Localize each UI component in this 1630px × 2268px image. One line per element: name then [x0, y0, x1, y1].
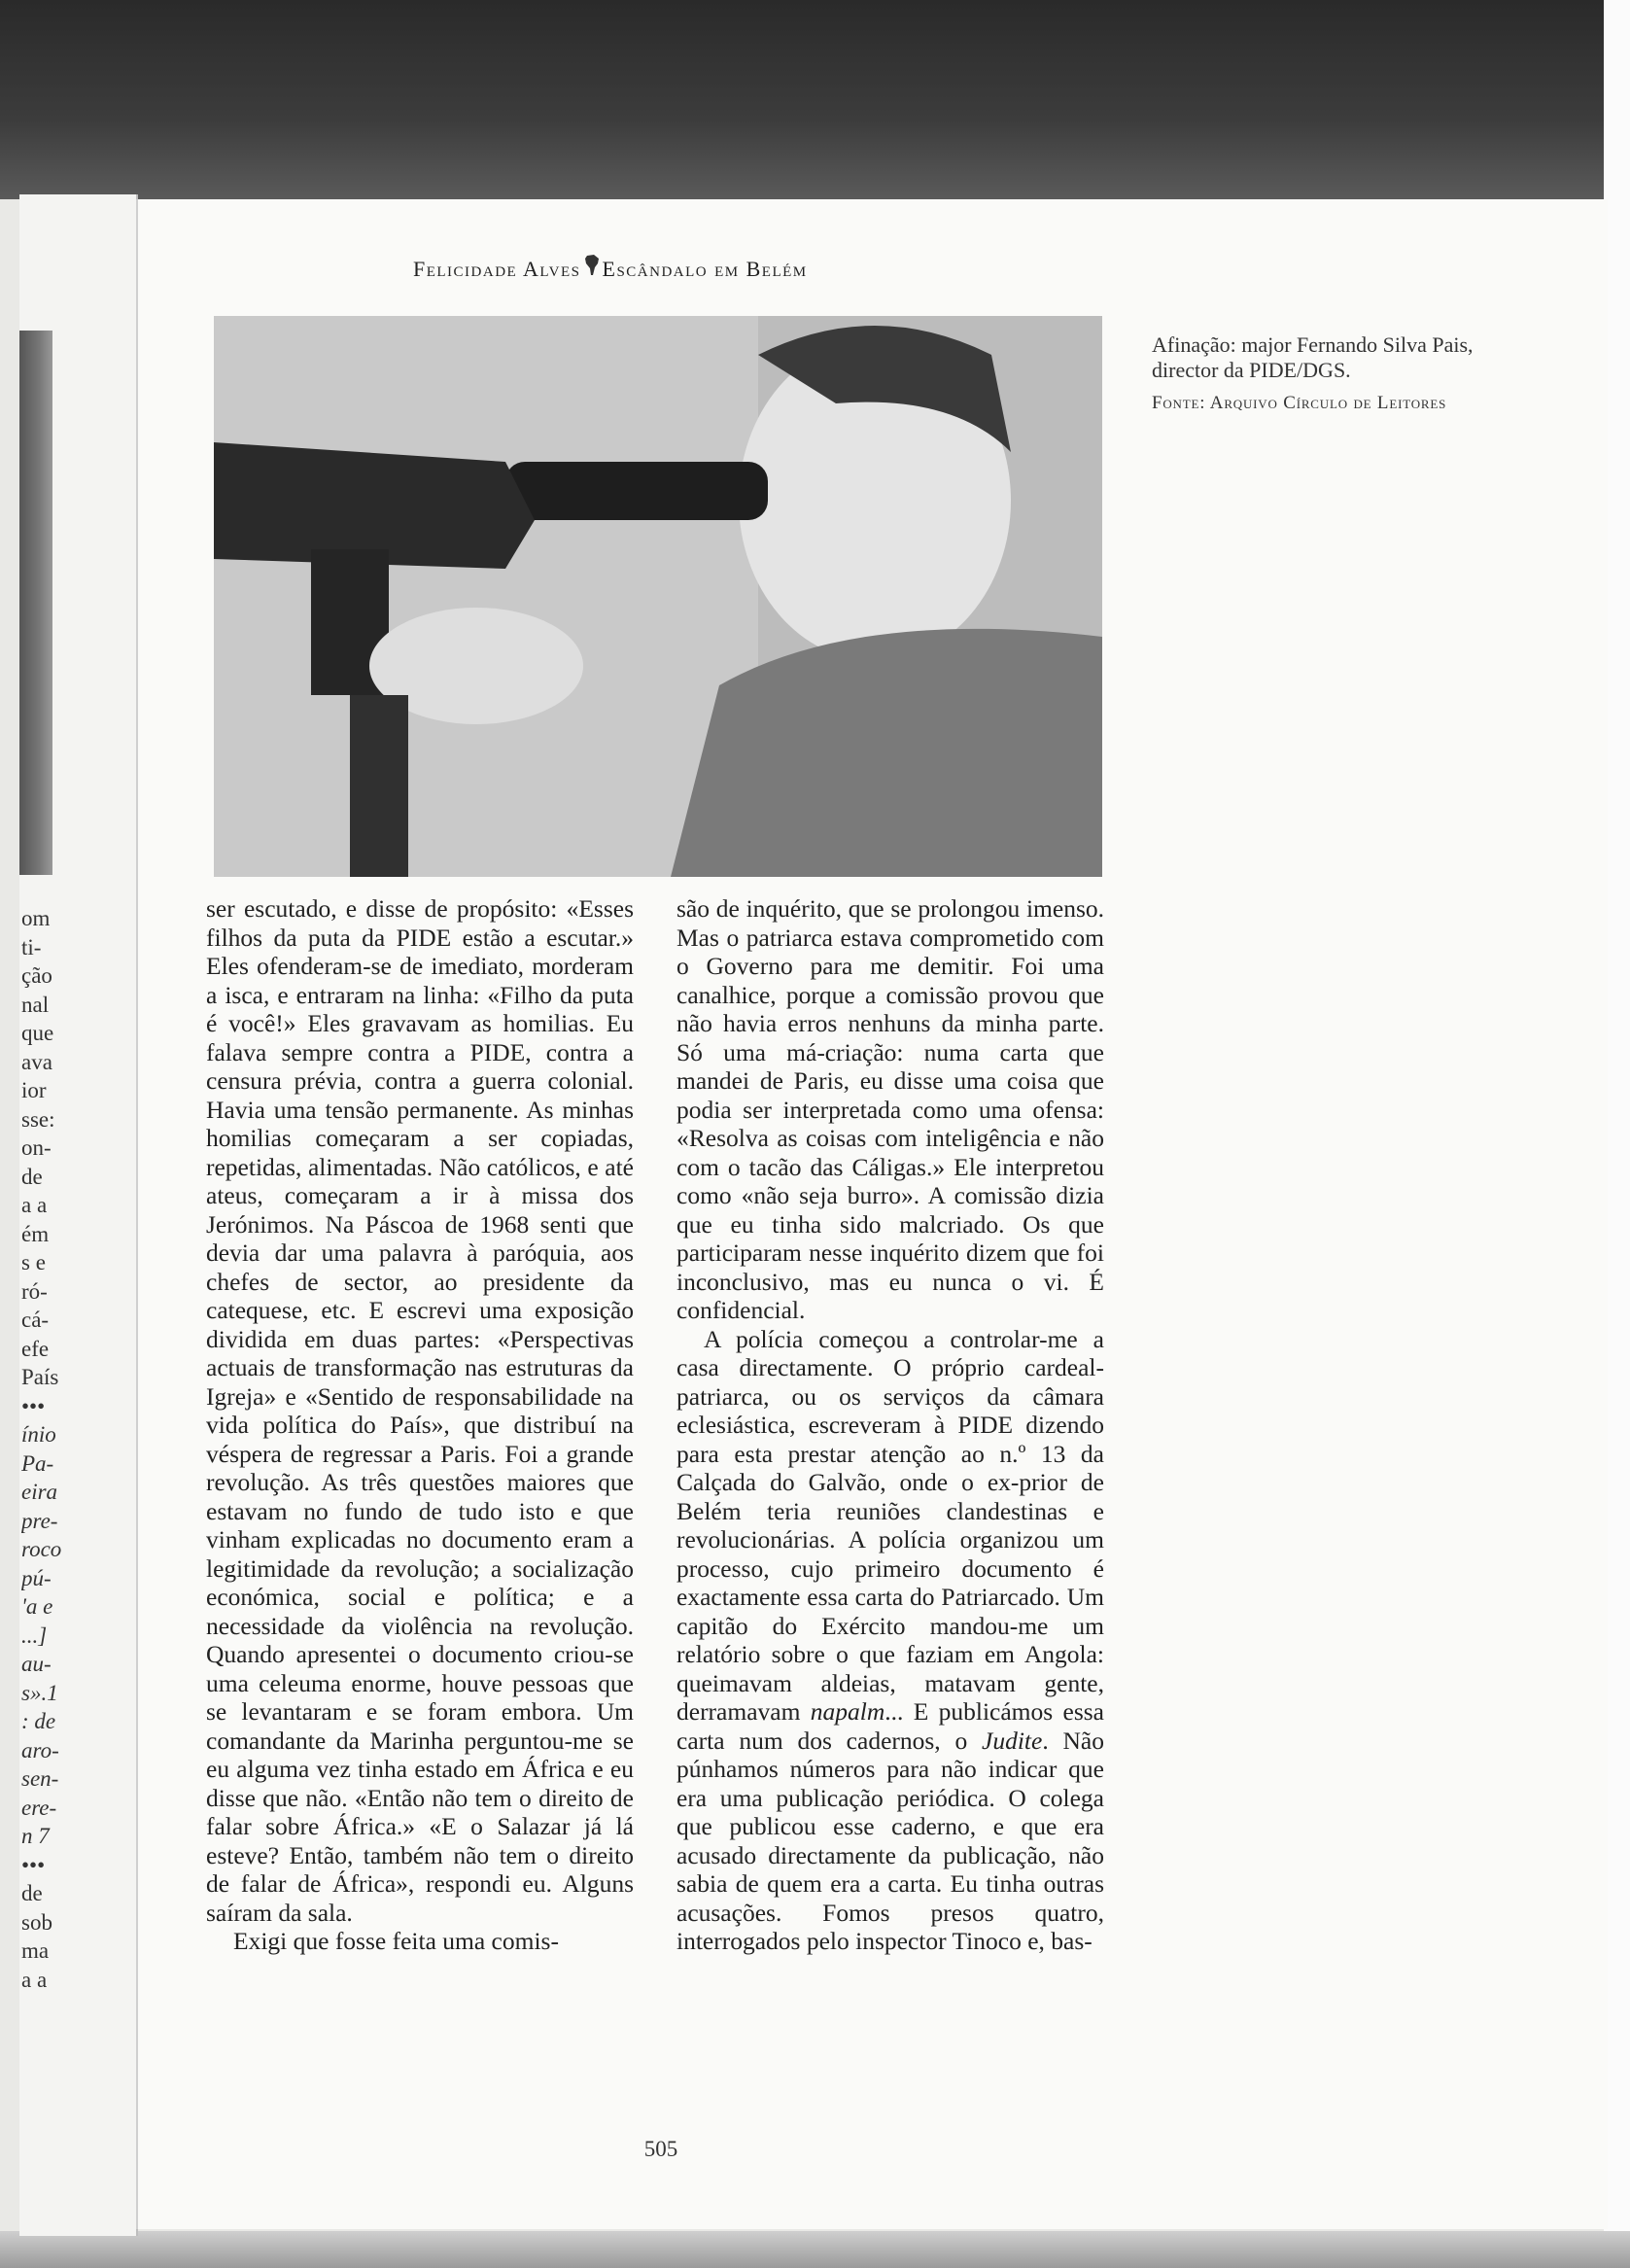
scan-shadow-top: [0, 0, 1630, 199]
previous-page-line: ínio: [21, 1422, 56, 1447]
previous-page-line: ior: [21, 1078, 47, 1102]
caption-text: Afinação: major Fernando Silva Pais, director da PIDE/DGS.: [1152, 332, 1474, 382]
previous-page-line: aro-: [21, 1737, 59, 1762]
previous-page-line: ava: [21, 1049, 52, 1074]
previous-page-line: ró-: [21, 1278, 48, 1304]
previous-page-line: Pa-: [21, 1450, 54, 1476]
previous-page-line: n 7: [21, 1824, 50, 1848]
previous-page-line: ém: [21, 1221, 50, 1246]
previous-page-line: sob: [21, 1909, 52, 1935]
previous-page-line: pre-: [21, 1508, 58, 1533]
previous-page-line: de: [21, 1164, 43, 1189]
text-run: . Não púnhamos números para não indicar que era uma publicação periódica. O colega que publicou esse caderno, e que era acusado directamente da publicação, não sabia de quem era a carta. Eu tinha outras acusações. Fomos presos quatro, interrogados pelo inspector Tinoco e, bas-: [676, 1726, 1104, 1955]
previous-page-line: que: [21, 1021, 54, 1045]
running-head: [413, 255, 919, 282]
photo-caption: [1152, 332, 1521, 416]
photo-man-aiming-rifle: [214, 316, 1102, 877]
previous-page-line: de: [21, 1881, 43, 1905]
previous-page-line: ção: [21, 963, 52, 988]
text-column-left: [206, 894, 634, 1956]
previous-page-photo-edge: [19, 331, 52, 875]
paragraph: ser escutado, e disse de propósito: «Esses filhos da puta da PIDE estão a escutar.» Eles ofenderam-se de imediato, morderam a isca, e entraram na linha: «Filho da puta é você!» Eles gravavam as homilias. Eu falava sempre contra a PIDE, contra a censura prévia, contra a guerra colonial. Havia uma tensão permanente. As minhas homilias começaram a ser copiadas, repetidas, alimentadas. Não católicos, e até ateus, começaram a ir à missa dos Jerónimos. Na Páscoa de 1968 senti que devia dar uma palavra à paróquia, aos chefes de sector, ao presidente da catequese, etc. E escrevi uma exposição dividida em duas partes: «Perspectivas actuais de transformação nas estruturas da Igreja» e «Sentido de responsabilidade na vida política do País», que distribuí na véspera de regressar a Paris. Foi a grande revolução. As três questões maiores que estavam no fundo de tudo isto e que vinham explicadas no documento eram a legitimidade da revolução; a socialização económica, social e política; e a necessidade da violência na revolução. Quando apresentei o documento criou-se uma celeuma enorme, houve pessoas que se levantaram e se foram embora. Um comandante da Marinha perguntou-me se eu alguma vez tinha estado em África e eu disse que não. «Então não tem o direito de falar sobre África.» «E o Salazar já lá esteve? Então, também não tem o direito de falar de África», respondi eu. Alguns saíram da sala.: [206, 894, 634, 1927]
previous-page-line: roco: [21, 1537, 62, 1561]
previous-page-line: pú-: [21, 1565, 52, 1590]
previous-page-line: ma: [21, 1938, 50, 1963]
previous-page-line: sen-: [21, 1766, 59, 1791]
paragraph: [676, 1325, 1104, 1956]
previous-page-line: s».1: [21, 1680, 58, 1705]
previous-page-line: a a: [21, 1967, 48, 1992]
running-head-author: Felicidade Alves: [413, 257, 581, 281]
paragraph: Exigi que fosse feita uma comis-: [233, 1927, 559, 1955]
paragraph: são de inquérito, que se prolongou imenso. Mas o patriarca estava comprometido com o Governo para me demitir. Foi uma canalhice, porque a comissão provou que não havia erros nenhuns da minha parte. Só uma má-criação: numa carta que mandei de Paris, eu disse uma coisa que podia ser interpretada como uma ofensa: «Resolva as coisas com inteligência e não com o tacão das Cáligas.» Ele interpretou como «não seja burro». A comissão dizia que eu tinha sido malcriado. Os que participaram nesse inquérito dizem que foi inconclusivo, mas eu nunca o vi. É confidencial.: [676, 894, 1104, 1324]
text-column-right: [676, 894, 1104, 1956]
previous-page-line: om: [21, 906, 51, 930]
page-number: 505: [643, 2137, 678, 2161]
africa-map-icon: [581, 255, 603, 282]
previous-page-line: •••: [21, 1852, 46, 1877]
previous-page-line: ti-: [21, 934, 42, 960]
previous-page-line: ere-: [21, 1795, 57, 1820]
previous-page-line: País: [21, 1365, 59, 1389]
previous-page-line: nal: [21, 992, 50, 1017]
scan-margin-right: [1604, 0, 1630, 2268]
text-run: A polícia começou a controlar-me a casa directamente. O próprio cardeal-patriarca, ou os serviços da câmara eclesiástica, escreveram à PIDE dizendo para esta prestar atenção ao n.º 13 da Calçada do Galvão, onde o ex-prior de Belém teria reuniões clandestinas e revolucionárias. A polícia organizou um processo, cujo primeiro documento é exactamente essa carta do Patriarcado. Um capitão do Exército mandou-me um relatório sobre o que faziam em Angola: queimavam aldeias, matavam gente, derramavam: [676, 1324, 1104, 1726]
previous-page-line: on-: [21, 1135, 52, 1160]
previous-page-line: efe: [21, 1336, 50, 1361]
previous-page-line: s e: [21, 1250, 46, 1274]
previous-page-line: : de: [21, 1709, 56, 1733]
previous-page-text-fragments: [21, 904, 89, 1994]
previous-page-line: a a: [21, 1193, 48, 1217]
previous-page-line: au-: [21, 1652, 52, 1676]
previous-page-line: cá-: [21, 1308, 50, 1332]
previous-page-line: ...]: [21, 1622, 48, 1648]
scan-shadow-bottom: [0, 2231, 1630, 2268]
previous-page-line: 'a e: [21, 1594, 53, 1619]
previous-page-line: sse:: [21, 1106, 55, 1132]
previous-page-line: eira: [21, 1480, 58, 1504]
italic-word-napalm: napalm: [810, 1697, 885, 1726]
caption-source: Fonte: Arquivo Círculo de Leitores: [1152, 393, 1447, 413]
running-head-title: Escândalo em Belém: [602, 257, 808, 281]
previous-page-line: •••: [21, 1393, 46, 1418]
text-run: ... E publicámos essa carta num dos cadernos, o: [676, 1697, 1104, 1755]
italic-title-judite: Judite: [982, 1726, 1043, 1755]
